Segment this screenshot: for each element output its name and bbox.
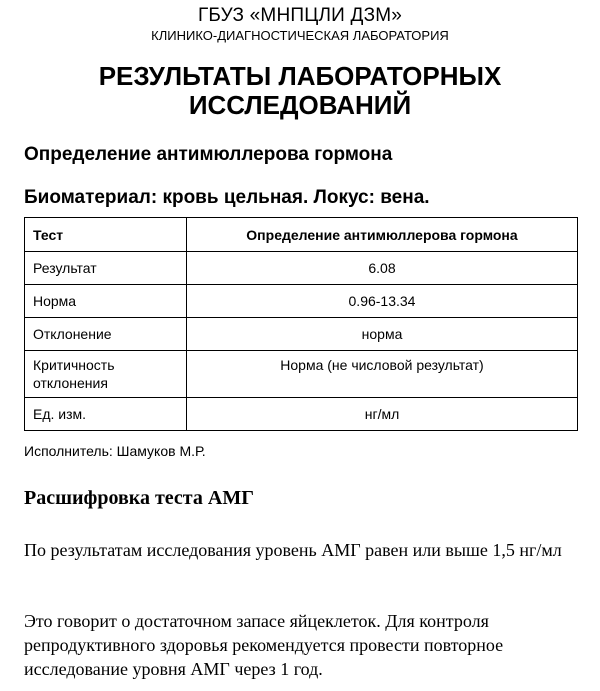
row-value: Норма (не числовой результат) <box>187 351 578 398</box>
table-row-unit <box>25 398 578 431</box>
executor-note: Исполнитель: Шамуков М.Р. <box>24 443 206 459</box>
test-name: Определение антимюллерова гормона <box>24 144 393 165</box>
department-name: КЛИНИКО-ДИАГНОСТИЧЕСКАЯ ЛАБОРАТОРИЯ <box>151 28 449 43</box>
column-header-test-name: Определение антимюллерова гормона <box>187 218 578 252</box>
row-label: Критичность отклонения <box>25 351 187 398</box>
row-value: 6.08 <box>187 252 578 285</box>
row-label: Ед. изм. <box>25 398 187 431</box>
interpretation-heading: Расшифровка теста АМГ <box>24 487 254 509</box>
table-row-deviation <box>25 318 578 351</box>
row-label: Отклонение <box>25 318 187 351</box>
results-table <box>24 217 578 431</box>
row-value: нг/мл <box>187 398 578 431</box>
interpretation-paragraph: Это говорит о достаточном запасе яйцеклеток. Для контроля репродуктивного здоровья рекомендуется провести повторное исследование уровня АМГ через 1 год. <box>24 611 504 679</box>
biomaterial-line: Биоматериал: кровь цельная. Локус: вена. <box>24 187 430 208</box>
table-row-result <box>25 252 578 285</box>
row-value: норма <box>187 318 578 351</box>
interpretation-paragraph: По результатам исследования уровень АМГ равен или выше 1,5 нг/мл <box>24 540 562 560</box>
column-header-test: Тест <box>25 218 187 252</box>
organization-name: ГБУЗ «МНПЦЛИ ДЗМ» <box>197 5 403 26</box>
row-label: Норма <box>25 285 187 318</box>
row-label: Результат <box>25 252 187 285</box>
page-title: РЕЗУЛЬТАТЫ ЛАБОРАТОРНЫХ ИССЛЕДОВАНИЙ <box>98 61 502 120</box>
table-header-row <box>25 218 578 252</box>
row-value: 0.96-13.34 <box>187 285 578 318</box>
table-row-norm <box>25 285 578 318</box>
table-row-criticality <box>25 351 578 398</box>
